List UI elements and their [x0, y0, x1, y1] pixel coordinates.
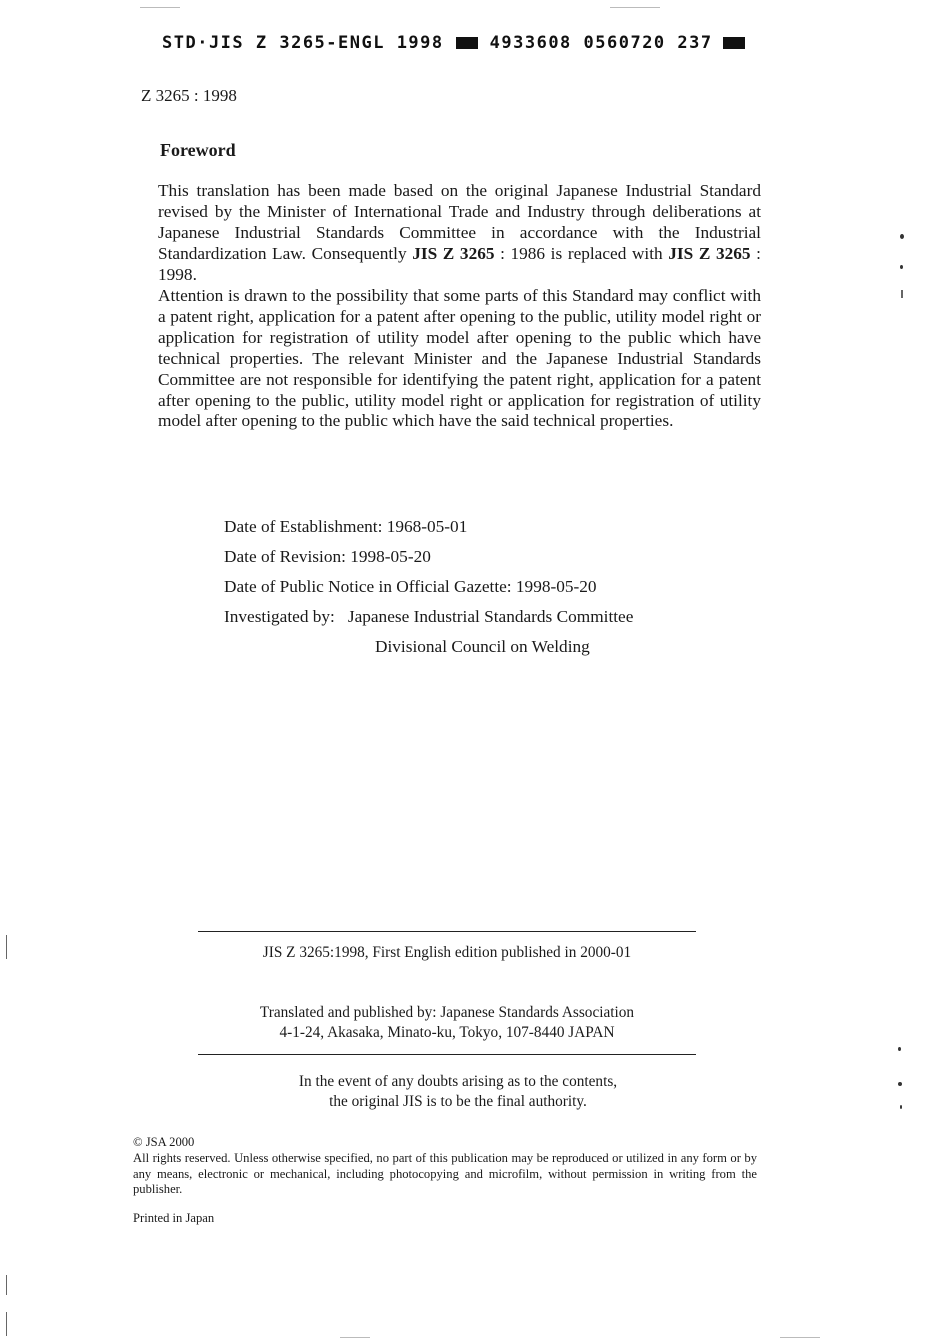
scan-speck [900, 1105, 902, 1109]
foreword-text-c: : 1998. [158, 243, 761, 284]
scan-speck [610, 7, 660, 8]
rights-reserved: All rights reserved. Unless otherwise specified, no part of this publication may be reproduced or utilized in any form or by any means, electronic or mechanical, including photocopying and microfilm, without permission in writing from the publisher. [133, 1151, 757, 1196]
printed-in: Printed in Japan [133, 1211, 215, 1225]
foreword-text-a: This translation has been made based on the original Japanese Industrial Standard revised by the Minister of International Trade and Industry through deliberations at Japanese Industrial Standards Committee in accordance with the Industrial Standardization Law. Consequently [158, 181, 761, 263]
authority-note-line-1: In the event of any doubts arising as to the contents, [298, 1073, 618, 1090]
foreword-text-b: : 1986 is replaced with [494, 243, 669, 263]
divider-top [198, 931, 696, 932]
stamp-bar [456, 37, 478, 49]
copyright-notice: © JSA 2000 [133, 1135, 195, 1149]
scan-speck [6, 1312, 7, 1336]
document-number: Z 3265 : 1998 [141, 86, 237, 105]
divider-bottom [198, 1054, 696, 1055]
date-of-public-notice: Date of Public Notice in Official Gazette: 1998-05-20 [224, 577, 597, 596]
publisher-address: 4-1-24, Akasaka, Minato-ku, Tokyo, 107-8440 JAPAN [279, 1024, 615, 1041]
foreword-paragraph-1 [158, 181, 761, 286]
investigated-committee: Japanese Industrial Standards Committee [347, 607, 634, 626]
publisher-name: Translated and published by: Japanese Standards Association [259, 1004, 635, 1021]
foreword-standard-old: JIS Z 3265 [412, 243, 495, 263]
scan-speck [900, 265, 903, 269]
investigated-label: Investigated by: [224, 607, 335, 626]
stamp-code: STD·JIS Z 3265-ENGL 1998 [162, 33, 444, 53]
foreword-paragraph-2: Attention is drawn to the possibility that some parts of this Standard may conflict with a patent right, application for a patent after opening to the public, utility model right or application for registration of utility model after opening to the public which have technical properties. The relevant Minister and the Japanese Industrial Standards Committee are not responsible for identifying the patent right, application for a patent after opening to the public, utility model right or application for registration of utility model after opening to the public which have the said technical properties. [158, 286, 761, 431]
scan-speck [6, 935, 7, 959]
publisher-block [198, 1003, 696, 1043]
stamp-bar-end [723, 37, 745, 49]
scan-speck [898, 1082, 902, 1086]
scan-speck [901, 290, 903, 298]
scan-speck [140, 7, 180, 8]
scan-speck [900, 234, 904, 239]
authority-note [198, 1072, 718, 1112]
stamp-number: 4933608 0560720 237 [489, 33, 713, 53]
edition-note: JIS Z 3265:1998, First English edition published in 2000-01 [262, 944, 632, 961]
date-of-revision: Date of Revision: 1998-05-20 [224, 547, 431, 566]
date-of-establishment: Date of Establishment: 1968-05-01 [224, 517, 468, 536]
investigated-by [224, 602, 633, 632]
scan-speck [898, 1047, 901, 1051]
scan-speck [340, 1337, 370, 1338]
dates-block [224, 512, 633, 662]
document-stamp [162, 33, 745, 53]
authority-note-line-2: the original JIS is to be the final authority. [329, 1093, 587, 1110]
scan-speck [780, 1337, 820, 1338]
foreword-standard-new: JIS Z 3265 [668, 243, 751, 263]
foreword-heading: Foreword [160, 140, 236, 160]
scan-speck [6, 1275, 7, 1295]
investigated-council: Divisional Council on Welding [375, 637, 590, 656]
